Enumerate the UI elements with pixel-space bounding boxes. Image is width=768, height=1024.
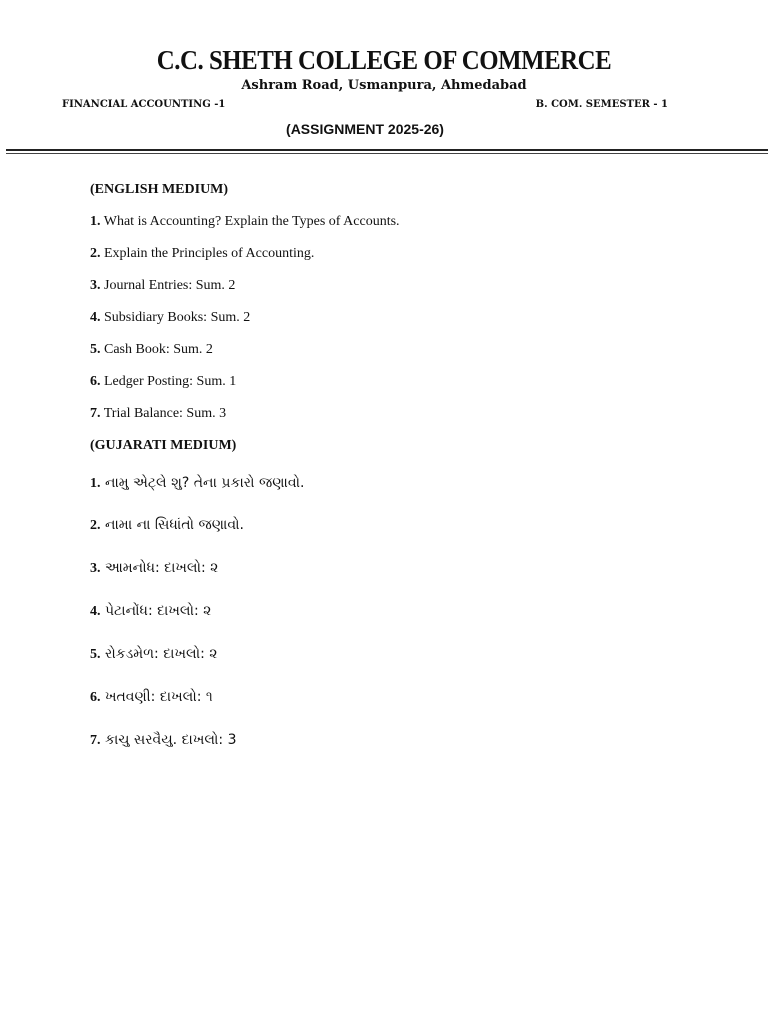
question-number: 7. (90, 406, 101, 421)
question-text: Ledger Posting: Sum. 1 (100, 374, 237, 389)
question-text: What is Accounting? Explain the Types of Accounts. (100, 214, 400, 229)
english-question-7 (90, 406, 226, 422)
subject-label: FINANCIAL ACCOUNTING -1 (62, 99, 226, 110)
question-number: 5. (90, 342, 101, 357)
college-address: Ashram Road, Usmanpura, Ahmedabad (241, 78, 527, 93)
question-number: 2. (90, 518, 101, 533)
question-text: Journal Entries: Sum. 2 (100, 278, 236, 293)
question-text: Cash Book: Sum. 2 (100, 342, 213, 357)
question-number: 4. (90, 604, 101, 619)
question-text: નામા ના સિધાંતો જણાવો. (100, 517, 245, 533)
gujarati-question-5 (90, 646, 217, 663)
header-divider-thin (6, 153, 768, 154)
question-number: 4. (90, 310, 101, 325)
gujarati-question-3 (90, 560, 218, 577)
question-text: કાચુ સરવૈયુ. દાખલો: 3 (100, 732, 237, 748)
question-text: Subsidiary Books: Sum. 2 (100, 310, 251, 325)
gujarati-question-2 (90, 517, 244, 534)
question-number: 7. (90, 733, 101, 748)
english-question-5 (90, 342, 213, 358)
question-number: 1. (90, 476, 101, 491)
question-text: આમનોધ: દાખલો: ૨ (100, 560, 219, 576)
gujarati-question-6 (90, 689, 213, 706)
college-name: C.C. SHETH COLLEGE OF COMMERCE (156, 45, 612, 75)
question-number: 6. (90, 374, 101, 389)
gujarati-question-1 (90, 475, 305, 492)
question-text: રોકડમેળ: દાખલો: ૨ (100, 646, 218, 662)
assignment-label: (ASSIGNMENT 2025-26) (286, 121, 444, 137)
question-text: Explain the Principles of Accounting. (100, 246, 315, 261)
question-text: ખતવણી: દાખલો: ૧ (100, 689, 213, 705)
header-divider (6, 149, 768, 151)
question-text: પેટાનોંધ: દાખલો: ૨ (100, 603, 212, 619)
question-number: 3. (90, 561, 101, 576)
english-medium-heading: (ENGLISH MEDIUM) (90, 182, 229, 197)
english-question-4 (90, 310, 250, 326)
semester-label: B. COM. SEMESTER - 1 (535, 99, 668, 110)
english-question-2 (90, 246, 314, 262)
english-question-1 (90, 214, 400, 230)
question-number: 5. (90, 647, 101, 662)
question-text: Trial Balance: Sum. 3 (100, 406, 227, 421)
question-text: નામુ એટ્લે શુ? તેના પ્રકારો જણાવો. (100, 475, 305, 491)
question-number: 3. (90, 278, 101, 293)
english-question-3 (90, 278, 235, 294)
gujarati-question-4 (90, 603, 211, 620)
question-number: 2. (90, 246, 101, 261)
english-question-6 (90, 374, 236, 390)
question-number: 1. (90, 214, 101, 229)
question-number: 6. (90, 690, 101, 705)
gujarati-question-7 (90, 732, 237, 749)
gujarati-medium-heading: (GUJARATI MEDIUM) (90, 438, 237, 453)
